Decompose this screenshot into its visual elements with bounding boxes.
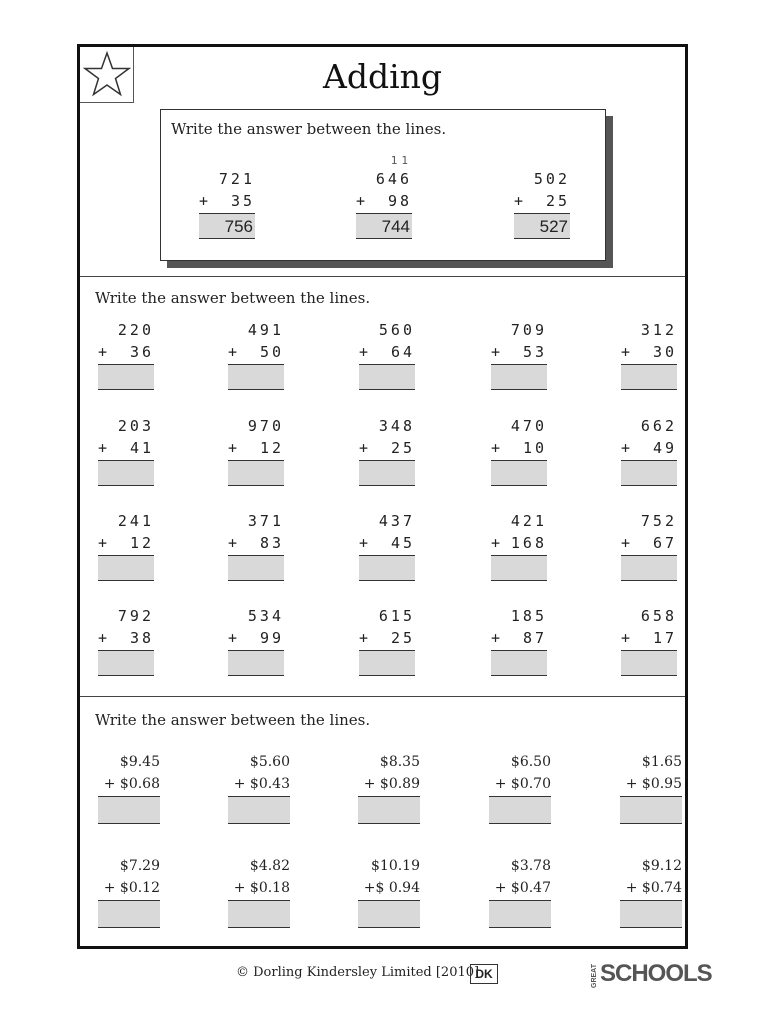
- addition-problem: [359, 319, 415, 390]
- answer-box[interactable]: [228, 796, 290, 824]
- greatschools-logo-text: SCHOOLS: [600, 960, 712, 987]
- addend-bottom: +$ 0.94: [363, 880, 420, 896]
- money-addition-problem: [620, 751, 682, 824]
- answer-box[interactable]: [228, 555, 284, 581]
- answer-box[interactable]: [359, 460, 415, 486]
- plus-sign: +: [359, 534, 369, 552]
- addend-top: $6.50: [510, 754, 551, 770]
- example-box: [160, 109, 606, 261]
- addition-problem: [228, 510, 284, 581]
- addend-top: 792: [117, 607, 154, 625]
- addend-bottom: 67: [652, 534, 677, 552]
- addend-bottom: 99: [259, 629, 284, 647]
- example-problem: [514, 154, 570, 239]
- addend-bottom: 25: [390, 439, 415, 457]
- addition-problem: [491, 510, 547, 581]
- answer-box[interactable]: [359, 555, 415, 581]
- addend-bottom: 98: [387, 192, 412, 210]
- addend-top: 203: [117, 417, 154, 435]
- answer-box[interactable]: [358, 796, 420, 824]
- addition-problem: [359, 415, 415, 486]
- addend-bottom: + $0.74: [625, 880, 682, 896]
- plus-sign: +: [356, 192, 366, 210]
- addend-bottom: 50: [259, 343, 284, 361]
- addend-bottom: 10: [522, 439, 547, 457]
- addend-top: $7.29: [119, 858, 160, 874]
- answer-box[interactable]: [228, 460, 284, 486]
- addend-top: $9.12: [641, 858, 682, 874]
- addend-bottom: + $0.18: [233, 880, 290, 896]
- addend-bottom: 87: [522, 629, 547, 647]
- answer-box[interactable]: [358, 900, 420, 928]
- money-addition-problem: [98, 751, 160, 824]
- answer-box[interactable]: [489, 900, 551, 928]
- answer-box[interactable]: [228, 900, 290, 928]
- money-addition-problem: [358, 751, 420, 824]
- answer-box[interactable]: [98, 650, 154, 676]
- plus-sign: +: [359, 343, 369, 361]
- answer-box[interactable]: [228, 364, 284, 390]
- plus-sign: +: [491, 439, 501, 457]
- addition-problem: [228, 319, 284, 390]
- addition-problem: [359, 605, 415, 676]
- example-instruction: Write the answer between the lines.: [171, 120, 447, 138]
- plus-sign: +: [621, 534, 631, 552]
- addend-top: $1.65: [641, 754, 682, 770]
- addend-top: 534: [247, 607, 284, 625]
- money-addition-problem: [228, 751, 290, 824]
- carry-digits: [514, 154, 570, 168]
- carry-digits: 11: [390, 154, 412, 167]
- addition-problem: [228, 415, 284, 486]
- addend-bottom: 12: [259, 439, 284, 457]
- answer-box[interactable]: [98, 555, 154, 581]
- addend-top: 371: [247, 512, 284, 530]
- addition-problem: [491, 415, 547, 486]
- plus-sign: +: [359, 629, 369, 647]
- addition-problem: [621, 319, 677, 390]
- answer-box[interactable]: [489, 796, 551, 824]
- addend-bottom: 36: [129, 343, 154, 361]
- section1-instruction: Write the answer between the lines.: [95, 289, 371, 307]
- addend-bottom: + $0.89: [363, 776, 420, 792]
- plus-sign: +: [228, 343, 238, 361]
- addend-bottom: 25: [545, 192, 570, 210]
- addend-top: 491: [247, 321, 284, 339]
- addition-problem: [621, 510, 677, 581]
- plus-sign: +: [98, 439, 108, 457]
- answer-box[interactable]: [621, 364, 677, 390]
- answer-box[interactable]: [491, 555, 547, 581]
- addition-problem: [98, 510, 154, 581]
- addend-top: 752: [640, 512, 677, 530]
- footer: [0, 960, 768, 990]
- addend-bottom: + $0.12: [103, 880, 160, 896]
- plus-sign: +: [228, 534, 238, 552]
- addend-top: $3.78: [510, 858, 551, 874]
- addend-top: 470: [510, 417, 547, 435]
- plus-sign: +: [228, 439, 238, 457]
- addend-bottom: 53: [522, 343, 547, 361]
- addend-top: $5.60: [249, 754, 290, 770]
- example-problem: [356, 154, 412, 239]
- addend-bottom: + $0.68: [103, 776, 160, 792]
- plus-sign: +: [491, 534, 501, 552]
- answer-box[interactable]: [359, 364, 415, 390]
- plus-sign: +: [491, 343, 501, 361]
- greatschools-logo-small: GREAT: [591, 964, 598, 988]
- addend-top: 312: [640, 321, 677, 339]
- money-addition-problem: [98, 855, 160, 928]
- answer-box[interactable]: [228, 650, 284, 676]
- plus-sign: +: [621, 343, 631, 361]
- addend-bottom: + $0.70: [494, 776, 551, 792]
- answer-box[interactable]: [491, 650, 547, 676]
- plus-sign: +: [199, 192, 209, 210]
- plus-sign: +: [359, 439, 369, 457]
- plus-sign: +: [98, 534, 108, 552]
- addend-bottom: + $0.47: [494, 880, 551, 896]
- addend-bottom: 168: [510, 534, 547, 552]
- answer-box[interactable]: [359, 650, 415, 676]
- page-title: Adding: [322, 57, 442, 96]
- addend-top: 662: [640, 417, 677, 435]
- addend-top: 646: [375, 170, 412, 188]
- addition-problem: [491, 605, 547, 676]
- addend-top: 970: [247, 417, 284, 435]
- addend-top: $10.19: [371, 858, 420, 874]
- addend-top: 502: [533, 170, 570, 188]
- addend-top: 560: [378, 321, 415, 339]
- addend-bottom: 25: [390, 629, 415, 647]
- addend-bottom: 38: [129, 629, 154, 647]
- plus-sign: +: [228, 629, 238, 647]
- addend-top: 709: [510, 321, 547, 339]
- plus-sign: +: [98, 629, 108, 647]
- addend-top: $9.45: [119, 754, 160, 770]
- answer-box[interactable]: [620, 900, 682, 928]
- addend-top: $4.82: [249, 858, 290, 874]
- money-addition-problem: [489, 751, 551, 824]
- addend-bottom: + $0.95: [625, 776, 682, 792]
- addition-problem: [621, 415, 677, 486]
- addition-problem: [359, 510, 415, 581]
- addend-bottom: 45: [390, 534, 415, 552]
- plus-sign: +: [621, 439, 631, 457]
- answer-box[interactable]: [98, 460, 154, 486]
- addition-problem: [98, 415, 154, 486]
- addend-top: 421: [510, 512, 547, 530]
- addend-bottom: 49: [652, 439, 677, 457]
- answer-box: 527: [514, 213, 570, 239]
- addend-top: 437: [378, 512, 415, 530]
- answer-box[interactable]: [98, 796, 160, 824]
- carry-digits: [199, 154, 255, 168]
- section-divider: [80, 276, 685, 277]
- money-addition-problem: [620, 855, 682, 928]
- addition-problem: [98, 319, 154, 390]
- addend-top: $8.35: [379, 754, 420, 770]
- answer-box: 744: [356, 213, 412, 239]
- answer-box[interactable]: [491, 364, 547, 390]
- plus-sign: +: [621, 629, 631, 647]
- plus-sign: +: [491, 629, 501, 647]
- addition-problem: [98, 605, 154, 676]
- section-divider: [80, 696, 685, 697]
- plus-sign: +: [98, 343, 108, 361]
- addend-top: 220: [117, 321, 154, 339]
- copyright-text: © Dorling Kindersley Limited [2010]: [236, 965, 480, 980]
- addend-bottom: 41: [129, 439, 154, 457]
- answer-box[interactable]: [620, 796, 682, 824]
- addend-bottom: 83: [259, 534, 284, 552]
- answer-box[interactable]: [491, 460, 547, 486]
- answer-box[interactable]: [98, 364, 154, 390]
- addition-problem: [228, 605, 284, 676]
- answer-box[interactable]: [621, 650, 677, 676]
- addend-top: 241: [117, 512, 154, 530]
- addend-bottom: 17: [652, 629, 677, 647]
- addition-problem: [491, 319, 547, 390]
- addend-top: 348: [378, 417, 415, 435]
- example-problem: [199, 154, 255, 239]
- answer-box[interactable]: [621, 555, 677, 581]
- money-addition-problem: [228, 855, 290, 928]
- worksheet-frame: [77, 44, 688, 949]
- addition-problem: [621, 605, 677, 676]
- answer-box[interactable]: [621, 460, 677, 486]
- addend-bottom: 64: [390, 343, 415, 361]
- plus-sign: +: [514, 192, 524, 210]
- section2-instruction: Write the answer between the lines.: [95, 711, 371, 729]
- addend-top: 615: [378, 607, 415, 625]
- money-addition-problem: [358, 855, 420, 928]
- addend-top: 658: [640, 607, 677, 625]
- addend-top: 721: [218, 170, 255, 188]
- money-addition-problem: [489, 855, 551, 928]
- addend-bottom: 30: [652, 343, 677, 361]
- answer-box: 756: [199, 213, 255, 239]
- addend-top: 185: [510, 607, 547, 625]
- answer-box[interactable]: [98, 900, 160, 928]
- dk-logo: DK: [470, 964, 498, 984]
- addend-bottom: + $0.43: [233, 776, 290, 792]
- addend-bottom: 12: [129, 534, 154, 552]
- addend-bottom: 35: [230, 192, 255, 210]
